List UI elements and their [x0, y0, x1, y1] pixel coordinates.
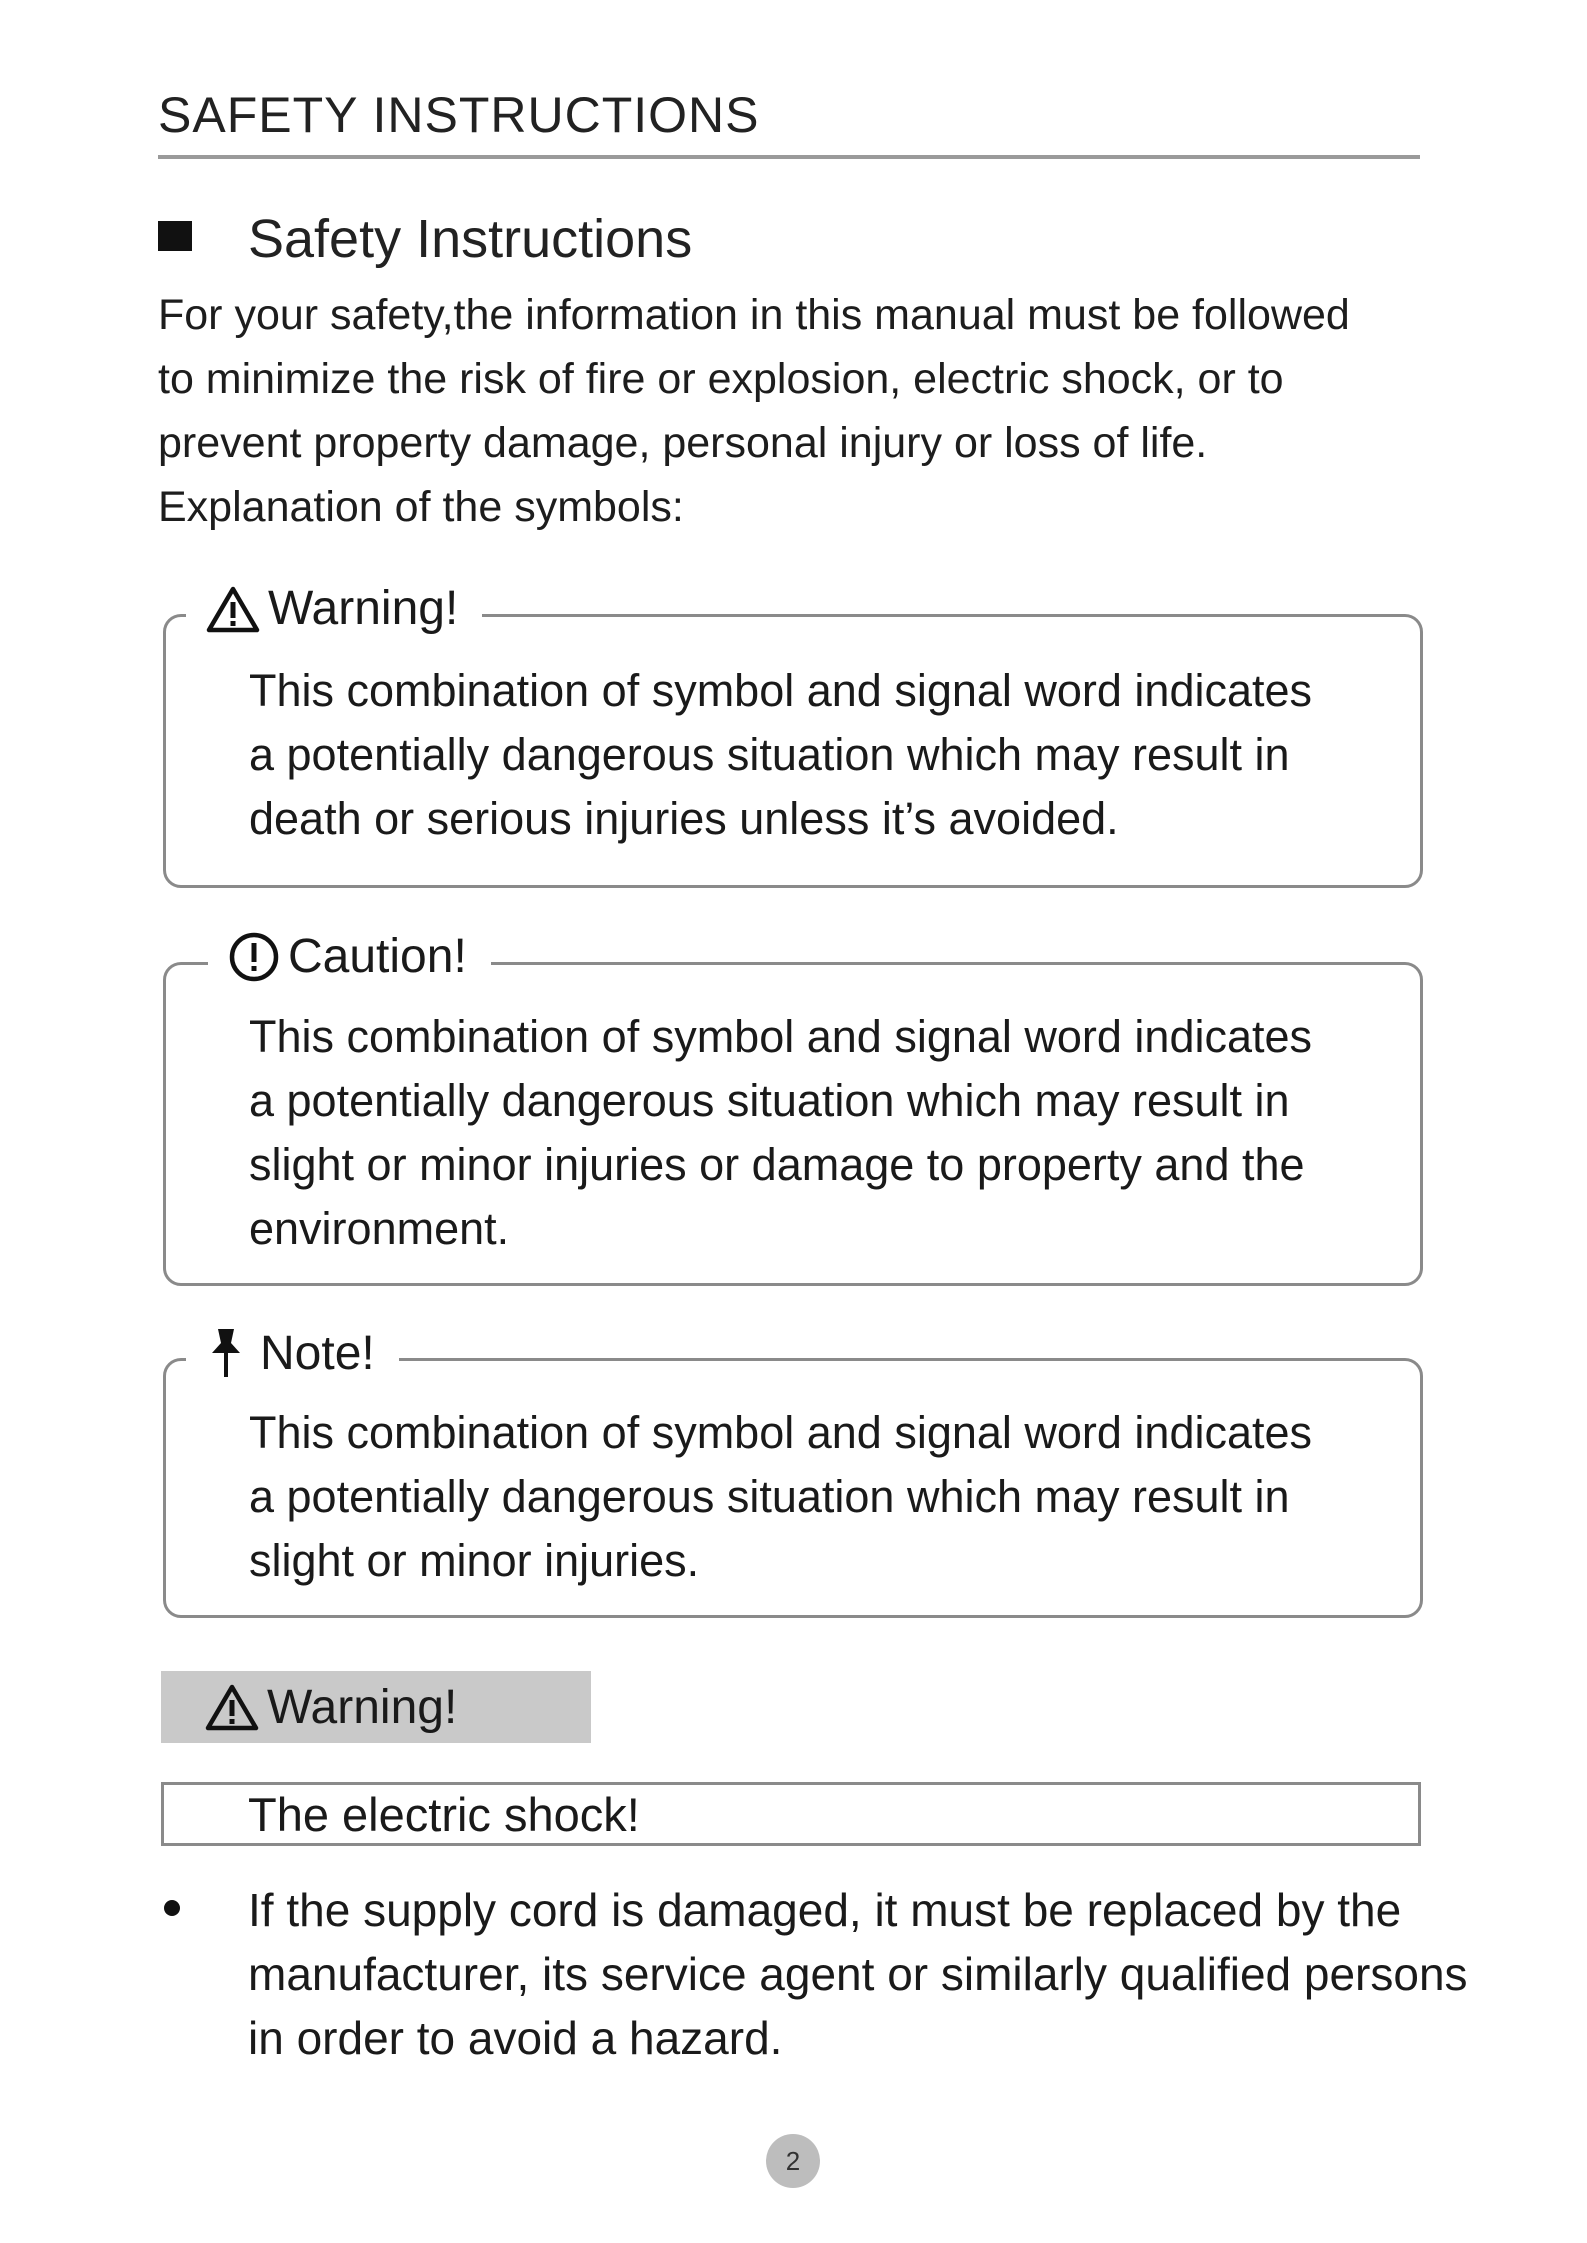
- intro-line: prevent property damage, personal injury or loss of life.: [158, 419, 1208, 467]
- intro-line: For your safety,the information in this manual must be followed: [158, 291, 1350, 339]
- intro-line: Explanation of the symbols:: [158, 483, 684, 531]
- list-item-text: If the supply cord is damaged, it must be replaced by the manufacturer, its service agent or similarly qualified persons in order to avoid a hazard.: [248, 1884, 1468, 2064]
- caution-description: This combination of symbol and signal word indicates a potentially dangerous situation which may result in slight or minor injuries or damage to property and the environment.: [249, 1011, 1313, 1254]
- section-heading: [158, 208, 692, 270]
- bullet-dot-icon: [164, 1900, 180, 1916]
- square-bullet-icon: [158, 221, 192, 251]
- warning-box-label: [186, 581, 482, 636]
- warning-symbol-box: [163, 582, 1423, 888]
- warning-description: This combination of symbol and signal word indicates a potentially dangerous situation which may result in death or serious injuries unless it’s avoided.: [249, 665, 1313, 844]
- page-number: 2: [785, 2145, 801, 2176]
- note-label-text: Note!: [260, 1326, 375, 1380]
- warning-triangle-icon: [205, 1683, 259, 1731]
- note-description: This combination of symbol and signal word indicates a potentially dangerous situation which may result in slight or minor injuries.: [249, 1407, 1313, 1586]
- intro-line: to minimize the risk of fire or explosion, electric shock, or to: [158, 355, 1284, 403]
- electric-shock-title: The electric shock!: [248, 1788, 640, 1841]
- note-symbol-box: [163, 1326, 1423, 1618]
- page-number-badge: [766, 2134, 820, 2188]
- caution-label-text: Caution!: [288, 930, 467, 983]
- note-box-label: [186, 1325, 399, 1381]
- caution-circle-icon: [228, 931, 280, 983]
- page-header-title: SAFETY INSTRUCTIONS: [158, 87, 760, 143]
- header-divider: [158, 155, 1420, 159]
- intro-paragraph: [158, 283, 1458, 539]
- electric-shock-box: [161, 1782, 1421, 1846]
- warning-triangle-icon: [206, 585, 260, 633]
- warning-label-text: Warning!: [268, 582, 459, 635]
- section-heading-text: Safety Instructions: [248, 209, 693, 269]
- caution-box-label: [208, 929, 491, 984]
- warning-banner: [161, 1671, 591, 1743]
- caution-symbol-box: [163, 930, 1423, 1286]
- warning-banner-label: Warning!: [267, 1680, 458, 1734]
- pushpin-icon: [206, 1325, 252, 1381]
